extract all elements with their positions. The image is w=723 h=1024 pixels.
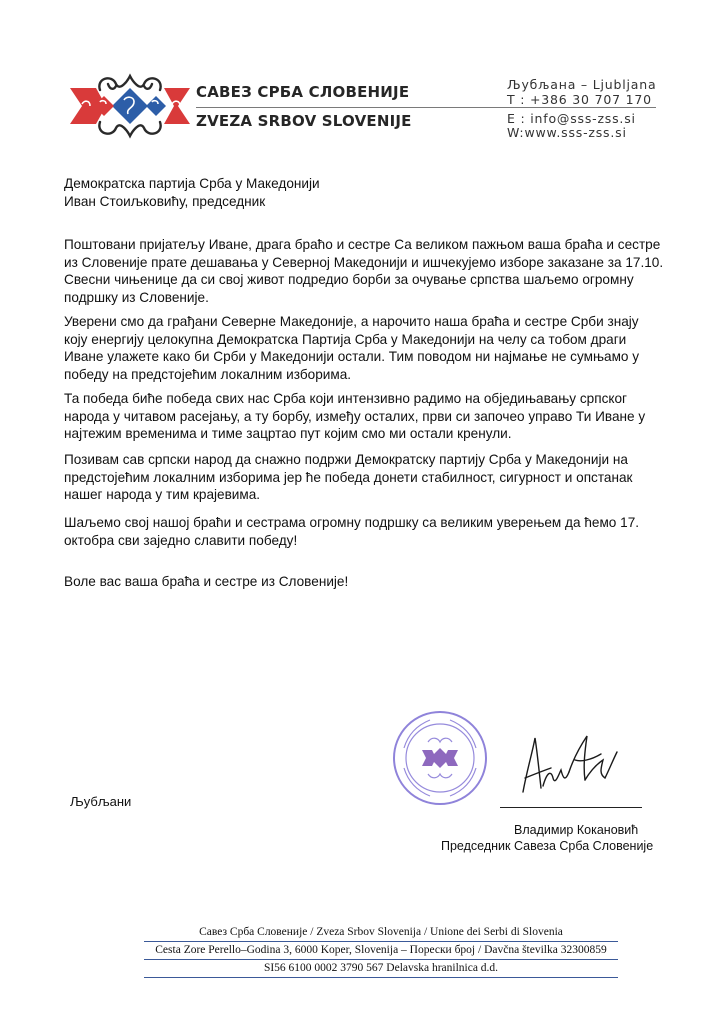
- recipient-party: Демократска партија Срба у Македонији: [64, 176, 320, 191]
- footer-org-names: Савез Срба Словеније / Zveza Srbov Slovenija / Unione dei Serbi di Slovenia: [199, 926, 563, 938]
- footer-bank-account: SI56 6100 0002 3790 567 Delavska hranilnica d.d.: [263, 962, 499, 974]
- sss-zss-logo-icon: [68, 70, 192, 142]
- place-of-signing: Љубљани: [70, 794, 132, 809]
- signer-name: Владимир Кокановић: [514, 823, 639, 837]
- org-name-cyrillic: САВЕЗ СРБА СЛОВЕНИЈЕ: [196, 83, 410, 101]
- footer-address: Cesta Zore Perello–Godina 3, 6000 Koper, Slovenija – Порески број / Davčna številka 32300859: [155, 944, 607, 956]
- recipient-block: [64, 175, 664, 210]
- closing-line: Воле вас ваша браћа и сестре из Словеније!: [64, 574, 349, 589]
- recipient-person: Иван Стоиљковићу, председник: [64, 193, 266, 209]
- contact-email: E : info@sss-zss.si: [507, 111, 636, 126]
- handwritten-signature-icon: [505, 730, 625, 800]
- contact-web: W:www.sss-zss.si: [507, 125, 627, 140]
- contact-phone: T : +386 30 707 170: [507, 92, 652, 107]
- body-paragraph-1: Поштовани пријатељу Иване, драга браћо и сестре Са великом пажњом ваша браћа и сестре из Словеније прате дешавања у Северној Македонији и ишчекујемо изборе заказане за 17.10. Свесни чињенице да си свој живот подредио борби за очување српства шаљемо огромну подршку из Словеније.: [64, 237, 664, 305]
- signature-line: [500, 807, 642, 808]
- body-paragraph-2: Уверени смо да грађани Северне Македоније, а нарочито наша браћа и сестре Срби знају коју енергију целокупна Демократска Партија Срба у Македонији на челу са тобом драги Иване улажете како би Срби у Македонији остали. Тим поводом ни најмање не сумњамо у победу на предстојећим локалним изборима.: [64, 314, 640, 382]
- footer-divider: [144, 977, 618, 978]
- body-paragraph-5: Шаљемо свој нашој браћи и сестрама огромну подршку са великим уверењем да ћемо 17. октобра сви заједно славити победу!: [64, 515, 640, 548]
- letterhead-divider: [196, 107, 656, 108]
- footer-divider: [144, 941, 618, 942]
- contact-city: Љубљана – Ljubljana: [507, 77, 657, 92]
- signer-title: Председник Савеза Срба Словеније: [441, 839, 654, 853]
- footer-divider: [144, 959, 618, 960]
- body-paragraph-4: Позивам сав српски народ да снажно подржи Демократску партију Срба у Македонији на предстојећим локалним изборима јер ће победа донети стабилност, сигурност и опстанак нашег народа у тим крајевима.: [64, 452, 633, 503]
- official-stamp-icon: [390, 708, 490, 808]
- org-name-latin: ZVEZA SRBOV SLOVENIJE: [196, 112, 412, 130]
- body-paragraph-3: Та победа биће победа свих нас Срба који интензивно радимо на обједињавању српског народа у читавом расејању, а ту борбу, између осталих, први си започео управо Ти Иване у најтежим временима и тиме зацртао пут којим смо ми остали кренули.: [64, 391, 646, 442]
